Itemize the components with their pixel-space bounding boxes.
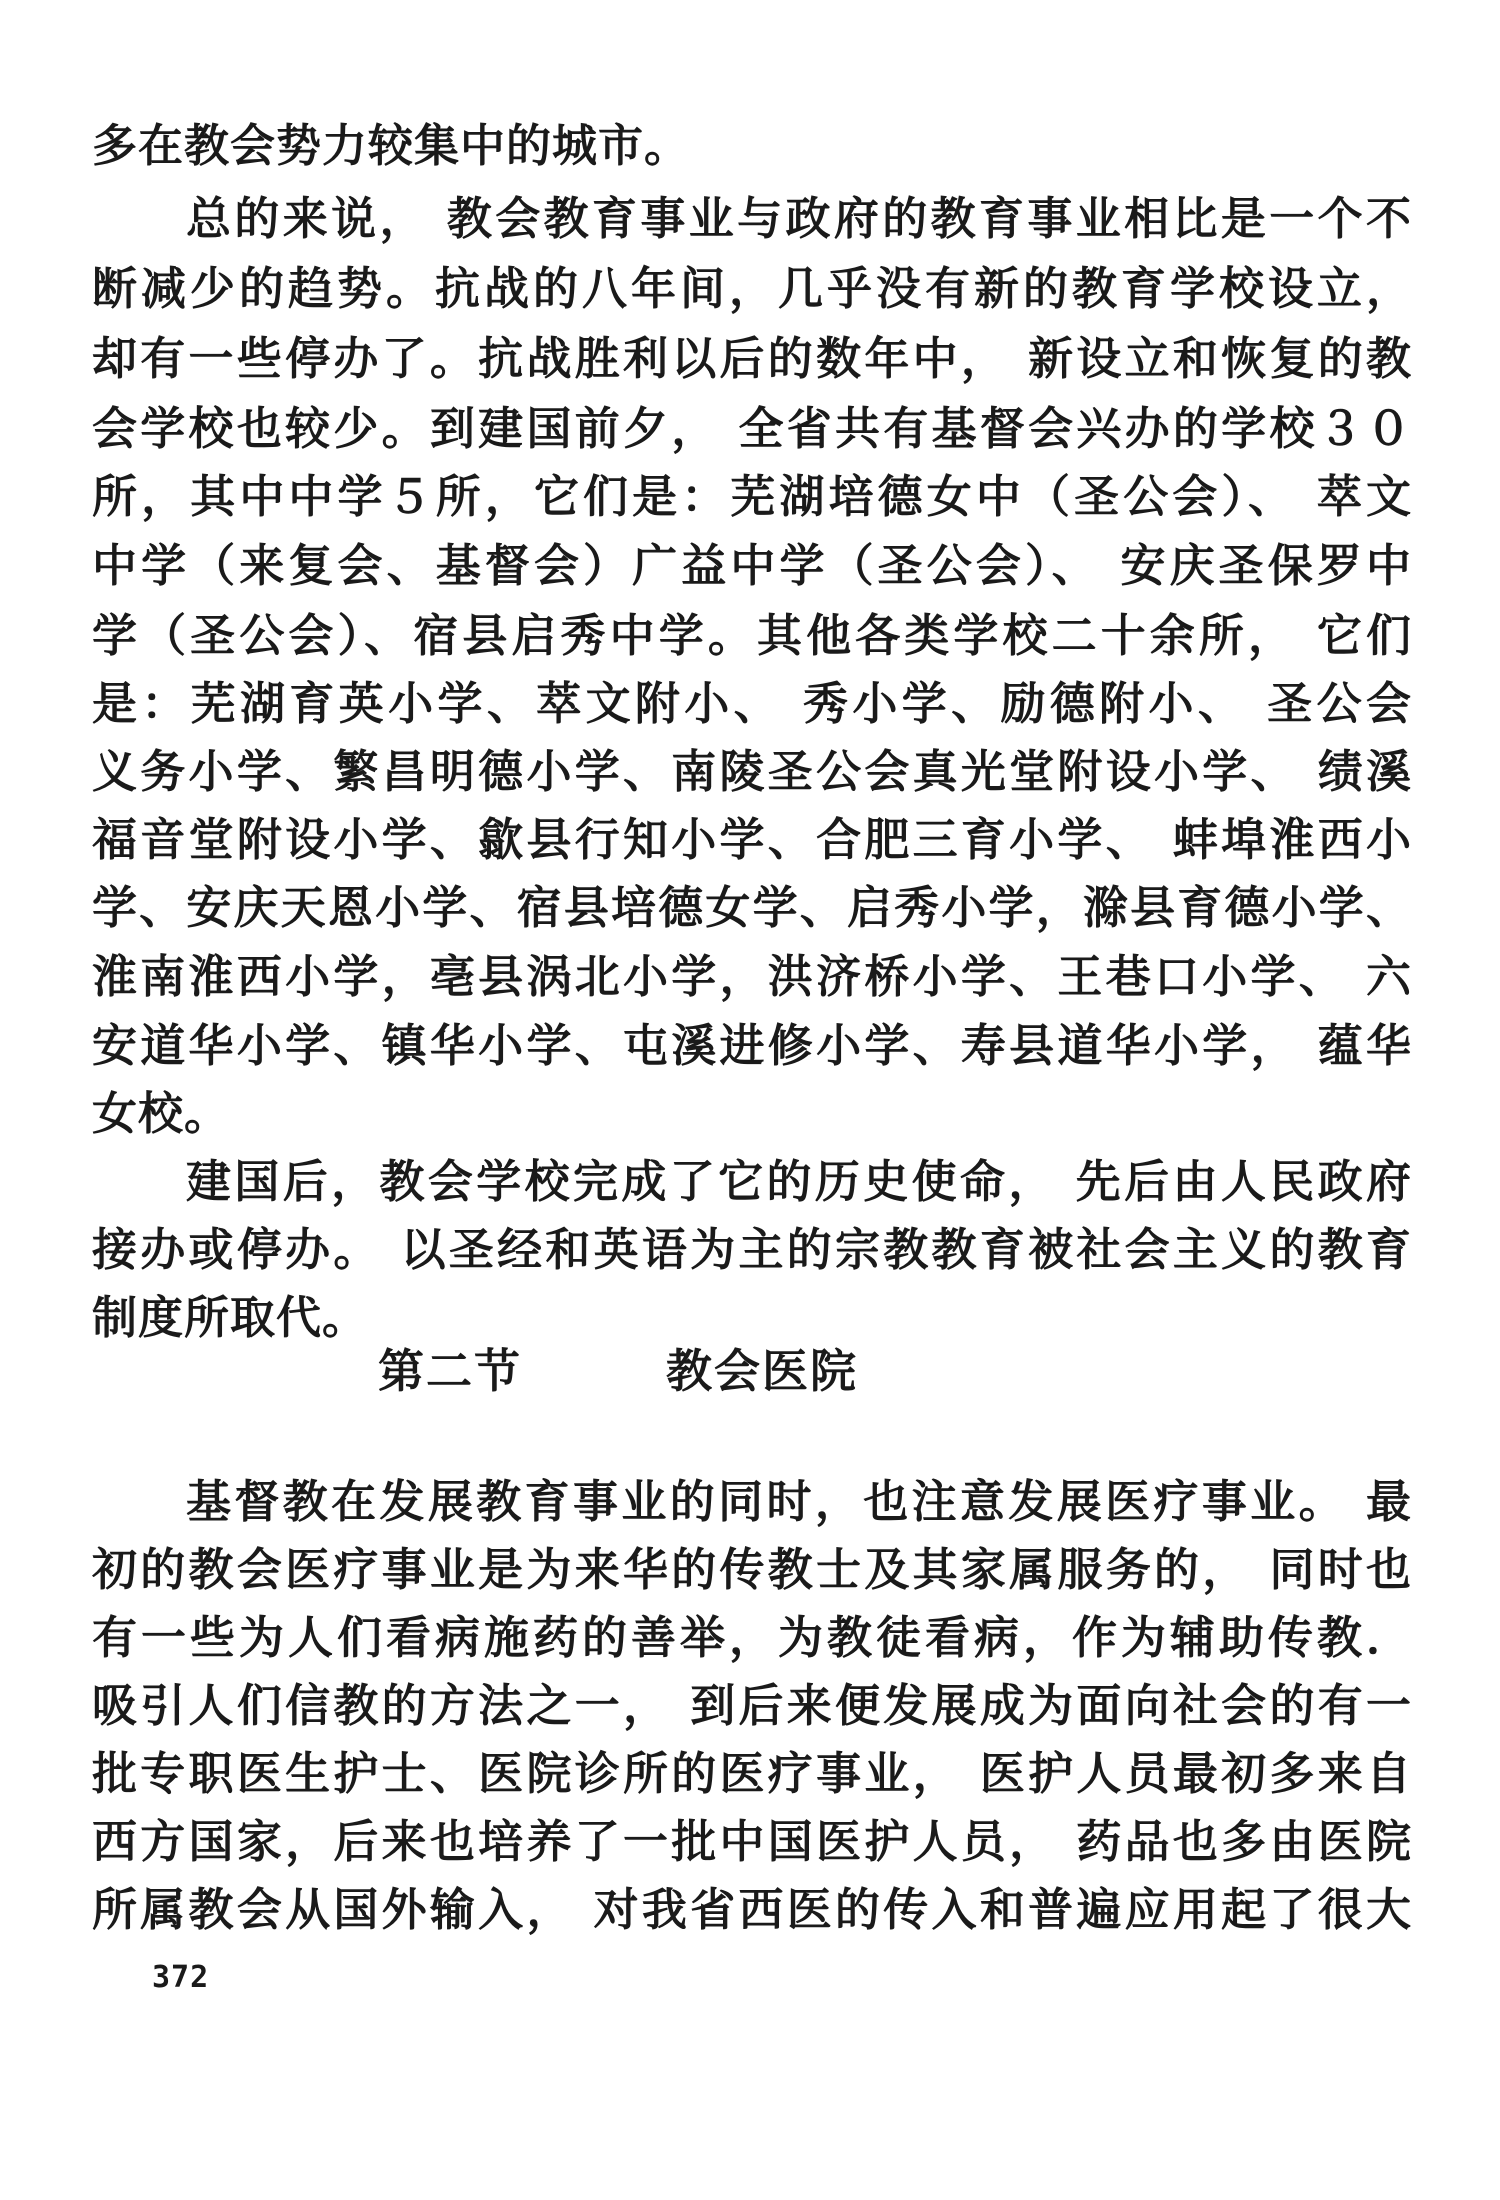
text-line: 基督教在发展教育事业的同时，也注意发展医疗事业。 最 — [186, 1475, 1412, 1528]
text-line: 批专职医生护士、医院诊所的医疗事业， 医护人员最初多来自 — [92, 1747, 1412, 1800]
text-line: 所，其中中学５所，它们是：芜湖培德女中（圣公会）、 萃文 — [92, 470, 1412, 523]
text-line: 安道华小学、镇华小学、屯溪进修小学、寿县道华小学， 蕴华 — [92, 1019, 1412, 1072]
text-line: 学、安庆天恩小学、宿县培德女学、启秀小学，滁县育德小学、 — [92, 881, 1412, 934]
text-line: 中学（来复会、基督会）广益中学（圣公会）、 安庆圣保罗中 — [92, 539, 1412, 592]
text-line: 制度所取代。 — [92, 1291, 369, 1344]
text-line: 初的教会医疗事业是为来华的传教士及其家属服务的， 同时也 — [92, 1543, 1412, 1596]
text-line: 西方国家，后来也培养了一批中国医护人员， 药品也多由医院 — [92, 1815, 1412, 1868]
text-line: 却有一些停办了。抗战胜利以后的数年中， 新设立和恢复的教 — [92, 332, 1412, 385]
text-line: 学（圣公会）、宿县启秀中学。其他各类学校二十余所， 它们 — [92, 609, 1412, 662]
text-line: 有一些为人们看病施药的善举，为教徒看病，作为辅助传教． — [92, 1611, 1412, 1664]
text-line: 是：芜湖育英小学、萃文附小、 秀小学、励德附小、 圣公会 — [92, 677, 1412, 730]
text-line: 接办或停办。 以圣经和英语为主的宗教教育被社会主义的教育 — [92, 1223, 1412, 1276]
text-line: 总的来说， 教会教育事业与政府的教育事业相比是一个不 — [186, 192, 1412, 245]
text-line: 所属教会从国外输入， 对我省西医的传入和普遍应用起了很大 — [92, 1883, 1412, 1936]
text-line: 断减少的趋势。抗战的八年间，几乎没有新的教育学校设立， — [92, 262, 1412, 315]
text-line: 多在教会势力较集中的城市。 — [92, 119, 691, 172]
text-line: 会学校也较少。到建国前夕， 全省共有基督会兴办的学校３０ — [92, 402, 1412, 455]
section-number: 第二节 — [378, 1344, 522, 1398]
text-line: 吸引人们信教的方法之一， 到后来便发展成为面向社会的有一 — [92, 1679, 1412, 1732]
text-line: 义务小学、繁昌明德小学、南陵圣公会真光堂附设小学、 绩溪 — [92, 745, 1412, 798]
text-line: 建国后，教会学校完成了它的历史使命， 先后由人民政府 — [186, 1155, 1412, 1208]
text-line: 女校。 — [92, 1087, 231, 1140]
text-line: 淮南淮西小学，亳县涡北小学，洪济桥小学、王巷口小学、 六 — [92, 950, 1412, 1003]
text-line: 福音堂附设小学、歙县行知小学、合肥三育小学、 蚌埠淮西小 — [92, 813, 1412, 866]
section-title: 教会医院 — [666, 1344, 858, 1398]
page-number: 372 — [152, 1960, 210, 1995]
